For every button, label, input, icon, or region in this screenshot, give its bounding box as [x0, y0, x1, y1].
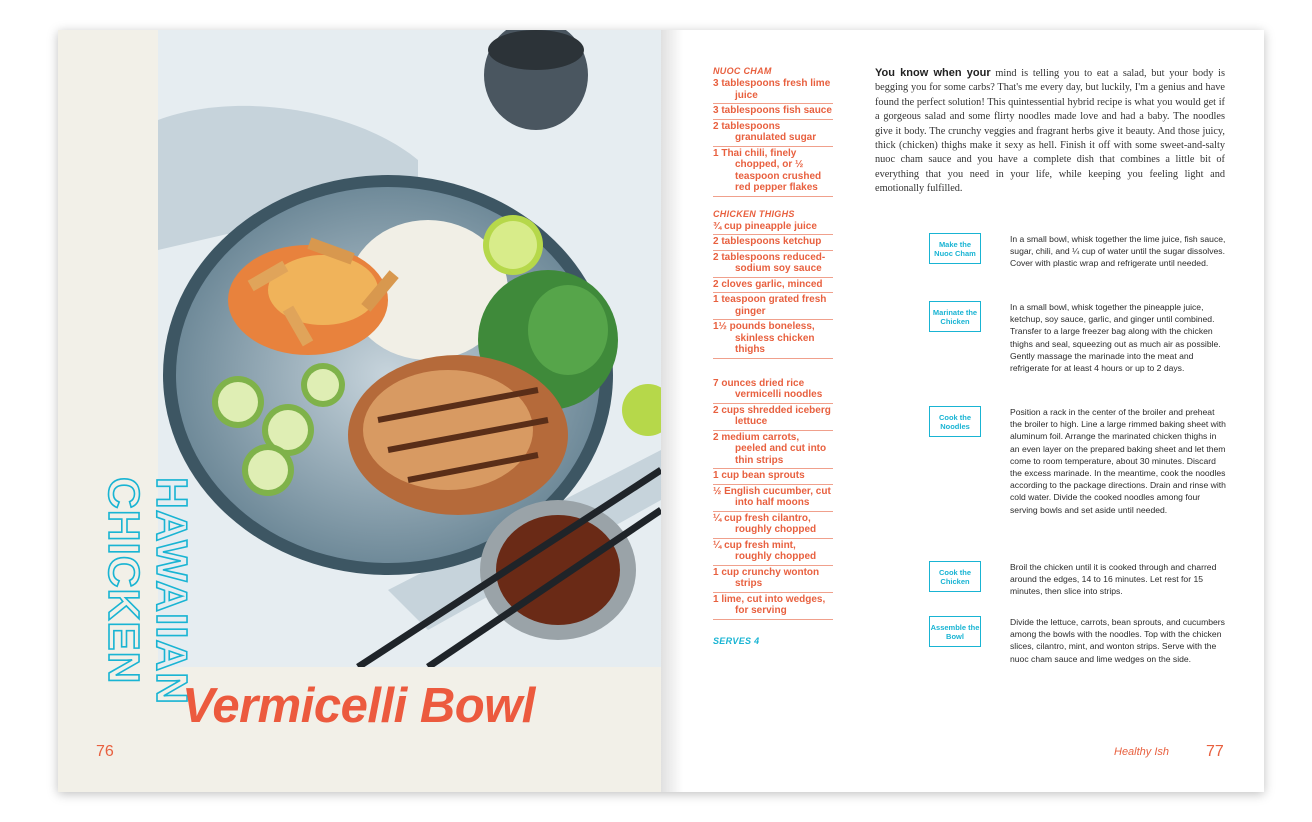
vertical-title-line1: HAWAIIAN — [147, 477, 196, 705]
page-number-right: 77 — [1206, 743, 1224, 760]
ingredient-item: ¼ cup fresh cilantro, roughly chopped — [713, 512, 833, 539]
step-label-box: Cook the Chicken — [929, 561, 981, 592]
step-label-box: Marinate the Chicken — [929, 301, 981, 332]
step-label-box: Make the Nuoc Cham — [929, 233, 981, 264]
footer-book-title: Healthy Ish — [1114, 746, 1170, 758]
ingredient-list — [713, 66, 833, 646]
page-gutter — [661, 30, 683, 792]
ingredient-item: 2 tablespoons reduced-sodium soy sauce — [713, 251, 833, 278]
vermicelli-bowl-illustration — [158, 30, 661, 667]
ingredient-item: 1 teaspoon grated fresh ginger — [713, 293, 833, 320]
ingredient-group-heading: CHICKEN THIGHS — [713, 208, 795, 219]
vertical-title-line2: CHICKEN — [99, 477, 148, 685]
ingredient-item: 1 Thai chili, finely chopped, or ½ teaspoon crushed red pepper flakes — [713, 147, 833, 197]
ingredient-item: 2 tablespoons ketchup — [713, 235, 833, 251]
ingredient-item: 7 ounces dried rice vermicelli noodles — [713, 377, 833, 404]
ingredient-item: 2 cups shredded iceberg lettuce — [713, 404, 833, 431]
step-text: In a small bowl, whisk together the lime juice, fish sauce, sugar, chili, and ¼ cup of water until the sugar dissolves. Cover with plastic wrap and refrigerate until needed. — [1010, 234, 1226, 269]
recipe-title: Vermicelli Bowl — [182, 679, 535, 733]
right-page — [661, 30, 1264, 792]
intro-lead: You know when your — [875, 67, 991, 79]
ingredient-item: 2 cloves garlic, minced — [713, 278, 833, 294]
step-label-box: Cook the Noodles — [929, 406, 981, 437]
ingredient-item: 1 cup bean sprouts — [713, 469, 833, 485]
ingredient-item: ¾ cup pineapple juice — [713, 220, 833, 236]
step-text: Position a rack in the center of the broiler and preheat the broiler to high. Line a large rimmed baking sheet with aluminum foil. Arrange the marinated chicken thighs in an even layer on the prepared baking sheet and let them come to room temperature, about 30 minutes. Discard the excess marinade. In the meantime, cook the noodles according to the package directions. Drain and rinse with cold water. Divide the cooked noodles among four serving bowls and set aside until needed. — [1010, 407, 1226, 515]
intro-paragraph — [875, 66, 1225, 197]
ingredient-group — [713, 377, 833, 620]
ingredient-item: ¼ cup fresh mint, roughly chopped — [713, 539, 833, 566]
food-photo — [158, 30, 661, 667]
left-page — [58, 30, 661, 792]
intro-body: mind is telling you to eat a salad, but your body is begging you for some carbs? That's me every day, but luckily, I'm a genius and have found the perfect solution! This quintessential hybrid recipe is what you would get if a gorgeous salad and some flirty noodles made love and had a baby. The noodles give it body. The crunchy veggies and fragrant herbs give it beauty. And those juicy, thick (chicken) thighs make it sexy as hell. Finish it off with some sweet-and-salty nuoc cham sauce and you have a complete dish that combines a little bit of everything that you need in your life, while keeping you feeling light and emotionally fulfilled. — [875, 68, 1225, 195]
serves-label: SERVES 4 — [713, 635, 760, 646]
ingredient-item: 3 tablespoons fresh lime juice — [713, 77, 833, 104]
ingredient-item: 2 tablespoons granulated sugar — [713, 120, 833, 147]
ingredient-item: 1 cup crunchy wonton strips — [713, 566, 833, 593]
ingredient-item: 3 tablespoons fish sauce — [713, 104, 833, 120]
step-text: Broil the chicken until it is cooked through and charred around the edges, 14 to 16 minutes. Let rest for 15 minutes, then slice into strips. — [1010, 562, 1217, 597]
ingredient-group-heading: NUOC CHAM — [713, 66, 772, 76]
step-text: Divide the lettuce, carrots, bean sprouts, and cucumbers among the bowls with the noodles. Top with the chicken slices, cilantro, mint, and wonton strips. Serve with the nuoc cham sauce and lime wedges on the side. — [1010, 617, 1225, 664]
page-number-left: 76 — [96, 743, 114, 760]
ingredient-item: ½ English cucumber, cut into half moons — [713, 485, 833, 512]
ingredient-item: 1½ pounds boneless, skinless chicken thighs — [713, 320, 833, 359]
step-text: In a small bowl, whisk together the pineapple juice, ketchup, soy sauce, garlic, and ginger until combined. Transfer to a large freezer bag along with the chicken thighs and seal, squeezing out as much air as possible. Gently massage the marinade into the meat and refrigerate for at least 4 hours or up to 2 days. — [1010, 302, 1221, 374]
step-label-box: Assemble the Bowl — [929, 616, 981, 647]
ingredient-group — [713, 209, 833, 359]
ingredient-group — [713, 66, 833, 197]
ingredient-item: 1 lime, cut into wedges, for serving — [713, 593, 833, 620]
ingredient-item: 2 medium carrots, peeled and cut into thin strips — [713, 431, 833, 470]
